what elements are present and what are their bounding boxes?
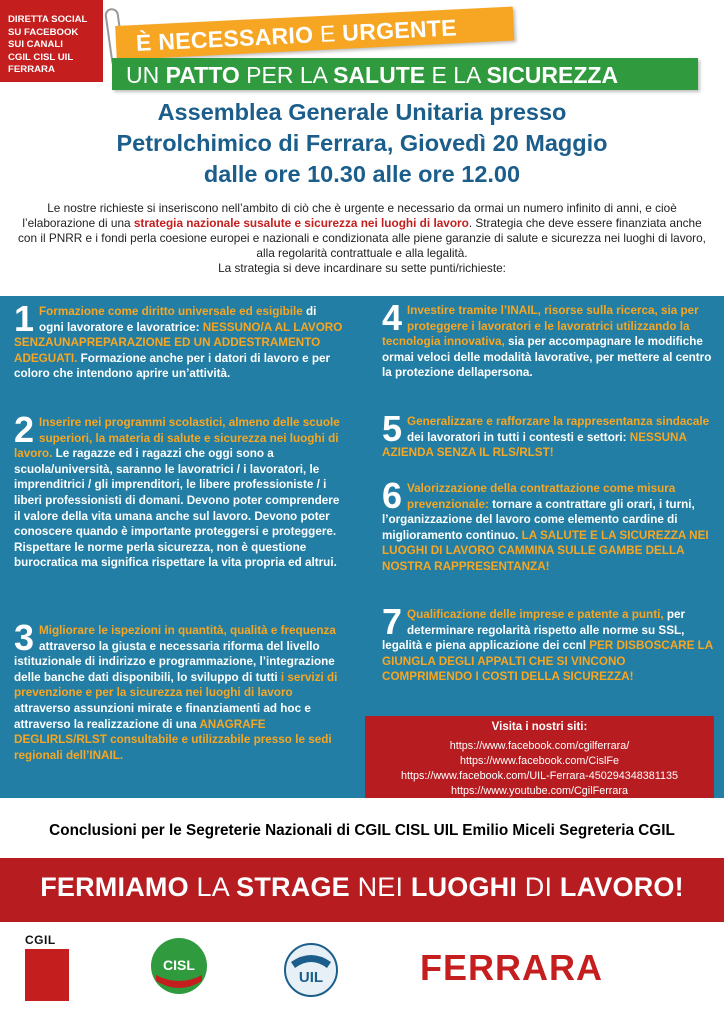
point-text: attraverso la giusta e necessaria riforma del livello istituzionale di indirizzo e programmazione, l’integrazione delle banche dati disponibili, lo sviluppo di tutti [14, 639, 335, 684]
banner-word: FERMIAMO [40, 872, 189, 902]
point-highlight: LA SALUTE E LA SICUREZZA NEI LUOGHI DI LAVORO CAMMINA SULLE GAMBE DELLA NOSTRA RAPPRESENTANZA! [382, 528, 709, 573]
banner-word: PER LA [246, 62, 327, 88]
website-link[interactable]: https://www.facebook.com/CislFe [459, 755, 619, 767]
banner-word: È [135, 29, 153, 57]
banner-word: LA [196, 872, 229, 902]
point-number: 1 [14, 298, 35, 339]
point-highlight: ANAGRAFE DEGLIRLS/RLST consultabile e utilizzabile presso le sedi regionali dell’INAIL. [14, 717, 332, 762]
banner-word: UN [126, 62, 160, 88]
point-text: per determinare regolarità rispetto alle norme su SSL, legalità e piena applicazione dei ccnl [382, 608, 686, 653]
point-number: 7 [382, 601, 403, 642]
point-4 [382, 297, 712, 381]
ferrara-logo: FERRARA [420, 947, 603, 988]
intro-paragraph [16, 201, 708, 276]
pact-banner [112, 58, 698, 90]
point-highlight: Generalizzare e rafforzare la rappresentanza sindacale [407, 415, 710, 428]
cisl-logo [150, 937, 208, 995]
intro-text: Le nostre richieste si inseriscono nell’ambito di ciò che è urgente e necessario da ormai un numero infinito di anni, e cioè l’elaborazione di una [22, 201, 677, 230]
point-7 [382, 601, 714, 685]
websites-box [365, 716, 714, 798]
page-title [0, 97, 724, 190]
point-number: 5 [382, 408, 403, 449]
cgil-logo-text: CGIL [25, 933, 56, 947]
social-line: SU FACEBOOK [8, 26, 79, 38]
point-text: tornare a contrattare gli orari, i turni, l’organizzazione del lavoro come elemento cardine di miglioramento continuo. [382, 497, 695, 542]
point-highlight: Formazione come diritto universale ed esigibile [39, 305, 303, 318]
stop-banner [0, 858, 724, 922]
social-line: SUI CANALI [8, 39, 63, 50]
social-line: FERRARA [8, 64, 55, 75]
website-link[interactable]: https://www.youtube.com/CgilFerrara [450, 785, 628, 797]
banner-word: STRAGE [236, 872, 350, 902]
intro-lead: La strategia si deve incardinare su sette punti/richieste: [218, 261, 506, 275]
title-line: Petrolchimico di Ferrara, Giovedì 20 Maggio [116, 130, 608, 156]
point-text: attraverso assunzioni mirate e finanziamenti ad hoc e attraverso la realizzazione di una [14, 701, 311, 731]
banner-word: PATTO [165, 62, 240, 88]
banner-word: E [319, 20, 337, 48]
point-highlight: NESSUNA AZIENDA SENZA IL RLS/RLST! [382, 430, 687, 460]
intro-text: . Strategia che deve essere finanziata anche con il PNRR e i fondi perla coesione europei e nazionali e condizionata alle piene garanzie di salute e sicurezza nei luoghi di lavoro, alla regolarità contrattuale e alla legalità. [18, 216, 706, 260]
point-number: 6 [382, 475, 403, 516]
social-line: DIRETTA SOCIAL [8, 14, 88, 25]
point-highlight: Inserire nei programmi scolastici, almeno delle scuole superiori, la materia di salute e sicurezza nei luoghi di lavoro. [14, 416, 340, 461]
banner-word: SICUREZZA [486, 62, 619, 88]
point-text: di ogni lavoratore e lavoratrice: [39, 305, 317, 334]
cgil-logo [25, 933, 77, 999]
cisl-logo-text: CISL [163, 957, 195, 973]
point-2 [14, 409, 346, 571]
social-info-box [0, 0, 103, 82]
point-3 [14, 617, 346, 763]
point-number: 4 [382, 297, 403, 338]
banner-word: URGENTE [341, 14, 458, 46]
banner-word: LUOGHI [410, 872, 518, 902]
point-highlight: PER DISBOSCARE LA GIUNGLA DEGLI APPALTI CHE SI VINCONO COMPRIMENDO I COSTI DELLA SICUREZZA! [382, 639, 713, 684]
point-highlight: i servizi di prevenzione e per la sicurezza nei luoghi di lavoro [14, 670, 338, 700]
point-number: 2 [14, 409, 35, 450]
website-link[interactable]: https://www.facebook.com/cgilferrara/ [449, 740, 630, 752]
point-6 [382, 475, 714, 575]
cgil-logo-square [25, 949, 69, 1001]
point-text: sia per accompagnare le modifiche ormai veloci delle modalità lavorative, per mettere al centro la protezione dellapersona. [382, 335, 712, 380]
banner-word: E LA [431, 62, 481, 88]
point-number: 3 [14, 617, 35, 658]
conclusion-text: Conclusioni per le Segreterie Nazionali di CGIL CISL UIL Emilio Miceli Segreteria CGIL [49, 822, 675, 839]
point-5 [382, 408, 712, 461]
point-highlight: Migliorare le ispezioni in quantità, qualità e frequenza [39, 624, 336, 637]
title-line: dalle ore 10.30 alle ore 12.00 [203, 161, 521, 187]
point-text: dei lavoratori in tutti i contesti e settori: [407, 430, 630, 444]
social-line: CGIL CISL UIL [8, 51, 74, 63]
point-highlight: NESSUNO/A AL LAVORO SENZAUNAPREPARAZIONE ED UN ADDESTRAMENTO ADEGUATI. [14, 320, 343, 365]
intro-highlight: strategia nazionale susalute e sicurezza nei luoghi di lavoro [133, 216, 469, 230]
point-highlight: Qualificazione delle imprese e patente a punti, [407, 608, 664, 621]
website-link[interactable]: https://www.facebook.com/UIL-Ferrara-450294348381135 [400, 770, 679, 782]
point-text: Formazione anche per i datori di lavoro e per coloro che intendono aprire un’attività. [14, 351, 331, 381]
websites-header: Visita i nostri siti: [491, 721, 588, 733]
banner-word: LAVORO! [559, 872, 684, 902]
banner-word: NEI [357, 872, 404, 902]
title-line: Assemblea Generale Unitaria presso [157, 99, 567, 125]
point-highlight: Investire tramite l’INAIL, risorse sulla ricerca, sia per proteggere i lavoratori e le lavoratrici utilizzando la tecnologia innovativa, [382, 304, 699, 349]
uil-logo [283, 942, 339, 998]
uil-logo-text: UIL [298, 969, 324, 986]
point-text: Le ragazze ed i ragazzi che oggi sono a scuola/università, saranno le lavoratrici / i lavoratori, le imprenditrici / gli imprenditori, le libere professioniste / i liberi professionisti di domani. Devono poter comprendere il valore della vita umana anche sul lavoro. Devono poter conoscere quando è importante proteggersi e proteggere. Rispettare le norme perla sicurezza, non è questione burocratica ma significa rispettare la vita propria ed altrui. [14, 447, 340, 570]
urgent-banner [115, 7, 514, 60]
banner-word: DI [524, 872, 553, 902]
point-highlight: Valorizzazione della contrattazione come misura prevenzionale: [407, 482, 676, 511]
point-1 [14, 298, 344, 382]
banner-word: SALUTE [333, 62, 426, 88]
banner-word: NECESSARIO [157, 21, 314, 55]
